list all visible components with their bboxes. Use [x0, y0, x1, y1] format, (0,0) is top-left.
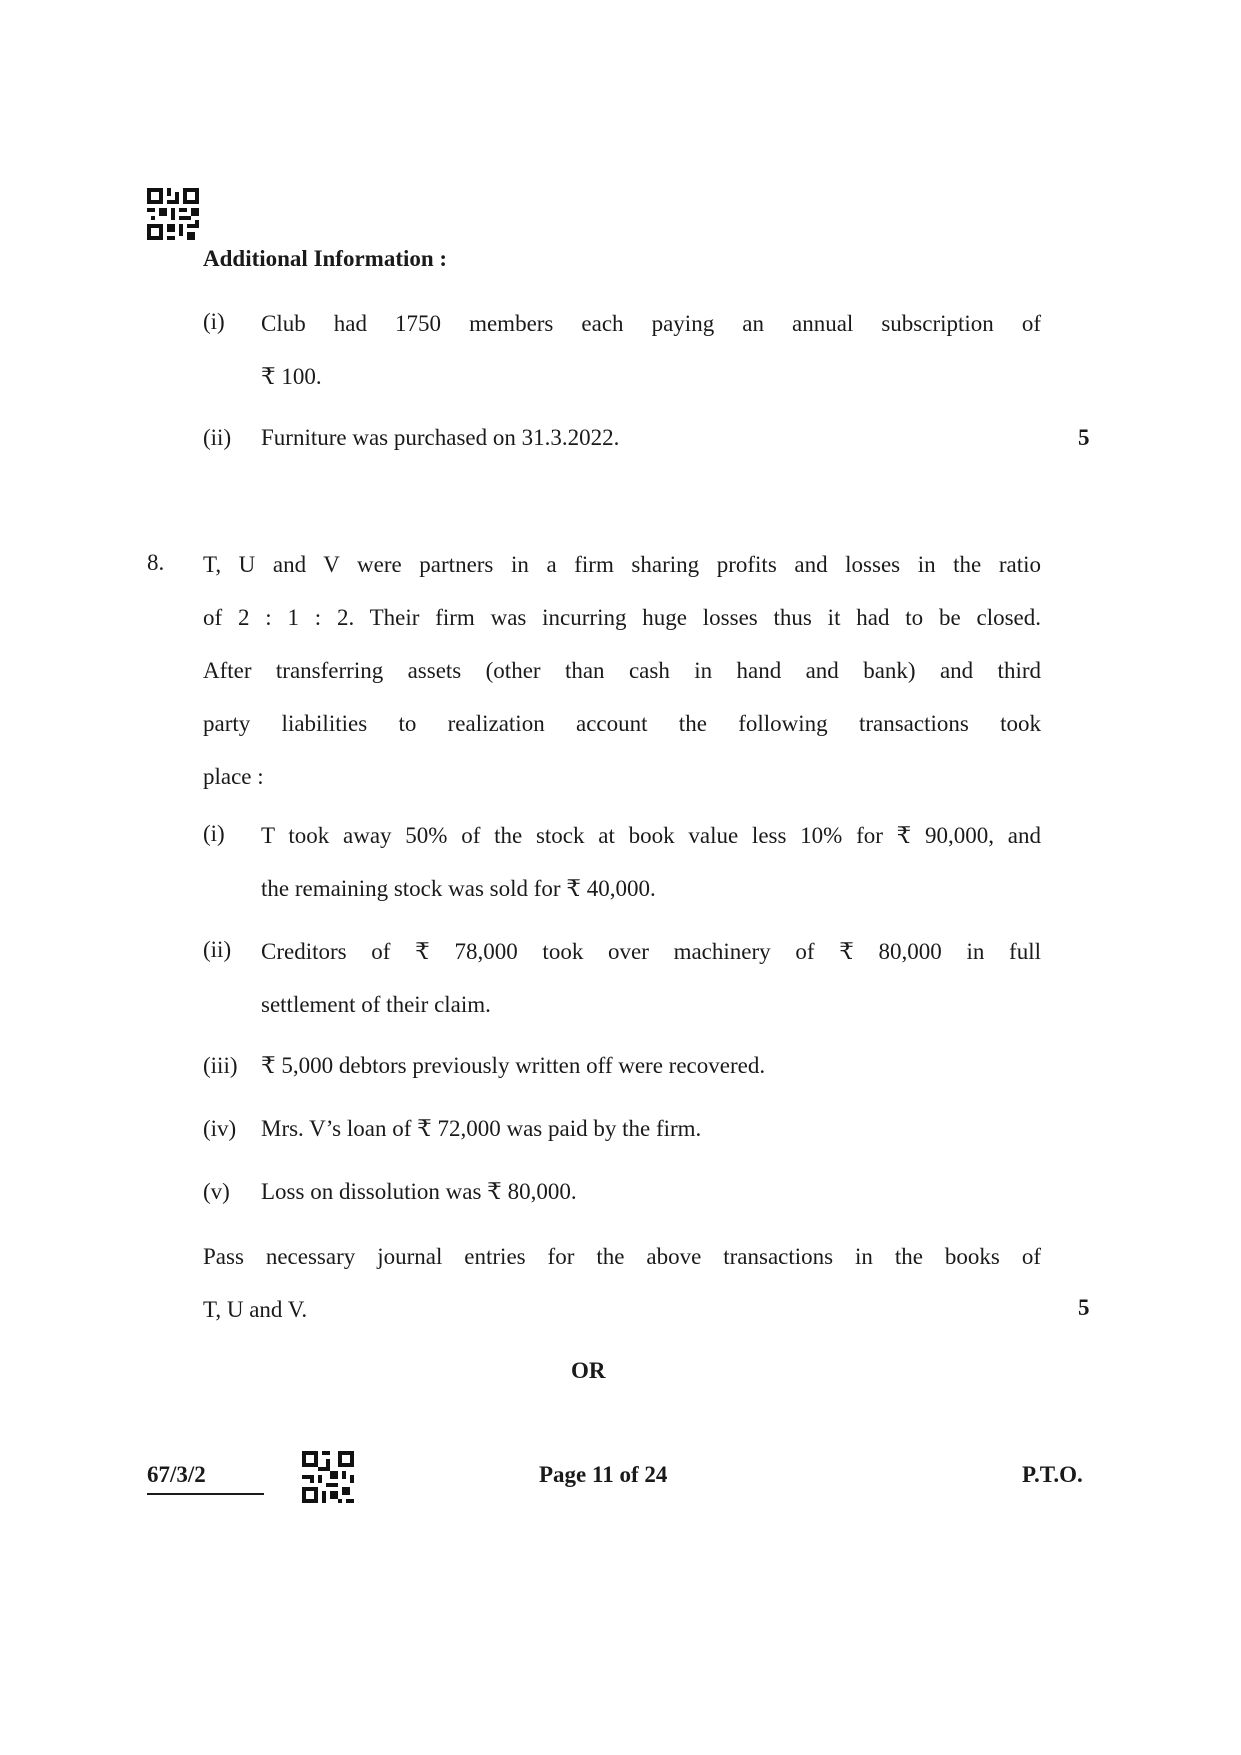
transaction-item-1	[261, 809, 1041, 915]
question-number: 8.	[147, 550, 165, 575]
footer-pto: P.T.O.	[1022, 1462, 1083, 1487]
transaction-marker-3: (iii)	[203, 1053, 238, 1078]
additional-info-marker-2: (ii)	[203, 425, 232, 450]
additional-info-item-1	[261, 297, 1041, 403]
transaction-item-2-line1: Creditors of ₹ 78,000 took over machinery of ₹ 80,000 in full	[261, 939, 1041, 964]
marks-q7: 5	[1078, 425, 1090, 450]
transaction-marker-4: (iv)	[203, 1116, 237, 1141]
transaction-item-1-line2: the remaining stock was sold for ₹ 40,000.	[261, 876, 656, 901]
transaction-item-1-line1: T took away 50% of the stock at book value less 10% for ₹ 90,000, and	[261, 823, 1041, 848]
section-heading: Additional Information :	[203, 246, 448, 271]
question-intro-line3: After transferring assets (other than cash in hand and bank) and third	[203, 658, 1041, 683]
transaction-marker-2: (ii)	[203, 937, 232, 962]
footer-code-underline	[147, 1493, 264, 1495]
top-qr-code-icon	[147, 188, 199, 240]
additional-info-item-1-line2: ₹ 100.	[261, 364, 322, 389]
question-instruction-line2: T, U and V.	[203, 1297, 308, 1322]
transaction-marker-1: (i)	[203, 821, 225, 846]
footer-page-number: Page 11 of 24	[539, 1462, 668, 1487]
footer-qr-code-icon	[302, 1451, 354, 1503]
question-intro	[203, 538, 1041, 803]
question-instruction	[203, 1230, 1041, 1336]
or-separator: OR	[571, 1358, 606, 1383]
question-intro-line1: T, U and V were partners in a firm sharing profits and losses in the ratio	[203, 552, 1041, 577]
transaction-item-5: Loss on dissolution was ₹ 80,000.	[261, 1179, 577, 1204]
additional-info-marker-1: (i)	[203, 309, 225, 334]
transaction-item-2-line2: settlement of their claim.	[261, 992, 491, 1017]
question-intro-line2: of 2 : 1 : 2. Their firm was incurring huge losses thus it had to be closed.	[203, 605, 1041, 630]
transaction-marker-5: (v)	[203, 1179, 230, 1204]
marks-q8: 5	[1078, 1295, 1090, 1320]
question-instruction-line1: Pass necessary journal entries for the above transactions in the books of	[203, 1244, 1041, 1269]
transaction-item-3: ₹ 5,000 debtors previously written off were recovered.	[261, 1053, 766, 1078]
question-intro-line5: place :	[203, 764, 264, 789]
question-intro-line4: party liabilities to realization account the following transactions took	[203, 711, 1041, 736]
transaction-item-4: Mrs. V’s loan of ₹ 72,000 was paid by the firm.	[261, 1116, 702, 1141]
transaction-item-2	[261, 925, 1041, 1031]
additional-info-item-1-line1: Club had 1750 members each paying an annual subscription of	[261, 311, 1041, 336]
additional-info-item-2: Furniture was purchased on 31.3.2022.	[261, 425, 620, 450]
footer-paper-code: 67/3/2	[147, 1462, 206, 1487]
